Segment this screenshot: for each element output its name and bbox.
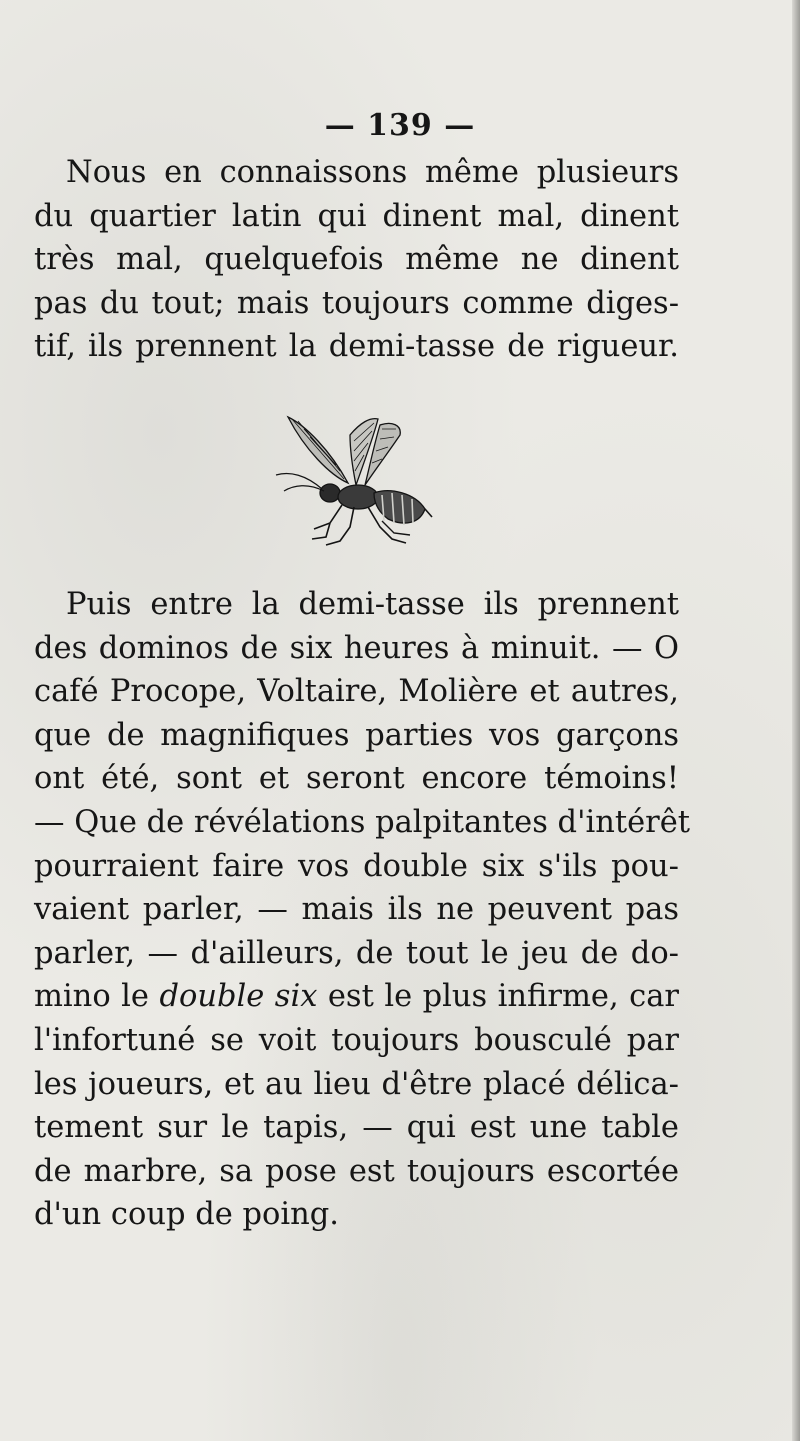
page-edge-shadow bbox=[792, 0, 800, 1441]
text-line-with-italic bbox=[34, 975, 679, 1019]
wasp-engraving-icon bbox=[270, 405, 440, 555]
text-line: Puis entre la demi-tasse ils prennent bbox=[66, 587, 679, 622]
text-segment: est le plus infirme, car bbox=[317, 979, 679, 1015]
text-line: — Que de révélations palpitantes d'intérêt bbox=[34, 804, 691, 840]
text-line: ont été, sont et seront encore témoins! bbox=[34, 761, 679, 797]
paragraph-2 bbox=[34, 583, 691, 1237]
text-line: d'un coup de poing. bbox=[34, 1197, 339, 1233]
paragraph-1 bbox=[34, 151, 679, 369]
text-line: très mal, quelquefois même ne dinent bbox=[34, 242, 679, 278]
text-line: que de magnifiques parties vos garçons bbox=[34, 717, 679, 753]
page-number: — 139 — bbox=[324, 108, 476, 143]
text-segment: mino le bbox=[34, 979, 160, 1015]
text-line: café Procope, Voltaire, Molière et autres, bbox=[34, 674, 679, 710]
text-line: tif, ils prennent la demi-tasse de rigueur. bbox=[34, 329, 679, 365]
text-line: vaient parler, — mais ils ne peuvent pas bbox=[34, 892, 679, 928]
text-line: de marbre, sa pose est toujours escortée bbox=[34, 1153, 679, 1189]
text-line: des dominos de six heures à minuit. — O bbox=[34, 630, 679, 666]
text-line: l'infortuné se voit toujours bousculé par bbox=[34, 1022, 679, 1058]
text-line: tement sur le tapis, — qui est une table bbox=[34, 1110, 679, 1146]
text-line: du quartier latin qui dinent mal, dinent bbox=[34, 198, 679, 234]
text-line: pourraient faire vos double six s'ils pou- bbox=[34, 848, 679, 884]
text-line: les joueurs, et au lieu d'être placé délica- bbox=[34, 1066, 679, 1102]
italic-term: double six bbox=[159, 979, 318, 1015]
text-line: Nous en connaissons même plusieurs bbox=[66, 155, 679, 190]
text-line: pas du tout; mais toujours comme diges- bbox=[34, 285, 679, 321]
text-line: parler, — d'ailleurs, de tout le jeu de do- bbox=[34, 935, 679, 971]
